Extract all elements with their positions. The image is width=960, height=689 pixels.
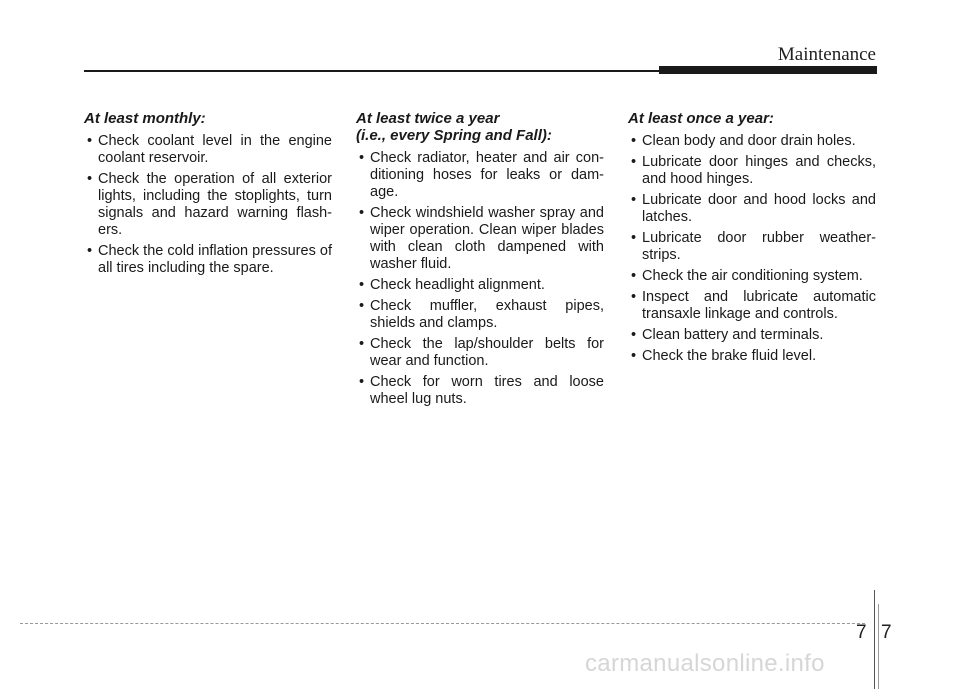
list-item: • Clean body and door drain holes.: [628, 133, 876, 150]
checklist: [356, 150, 604, 408]
list-item: • Check muffler, exhaust pipes, shields and clamps.: [356, 298, 604, 332]
list-item: • Check the cold inflation pressures of all tires including the spare.: [84, 243, 332, 277]
list-item: • Lubricate door hinges and checks, and hood hinges.: [628, 154, 876, 188]
section-heading-line: At least twice a year: [356, 110, 500, 127]
list-item: • Check headlight alignment.: [356, 277, 604, 294]
footer-rule: [20, 623, 865, 624]
list-item: • Check radiator, heater and air con-ditioning hoses for leaks or dam-age.: [356, 150, 604, 201]
header-bar: [659, 66, 877, 74]
section-heading: [628, 110, 876, 127]
footer-divider: [874, 590, 875, 689]
list-item: • Check the lap/shoulder belts for wear and function.: [356, 336, 604, 370]
watermark: carmanualsonline.info: [585, 650, 825, 677]
section-heading-line: At least once a year:: [628, 110, 774, 127]
checklist: [628, 133, 876, 365]
list-item: • Check windshield washer spray and wiper operation. Clean wiper blades with clean cloth dampened with washer fluid.: [356, 205, 604, 273]
section-heading-line: (i.e., every Spring and Fall):: [356, 127, 552, 144]
list-item: • Check the air conditioning system.: [628, 268, 876, 285]
header-title: Maintenance: [777, 44, 876, 65]
list-item: • Check for worn tires and loose wheel lug nuts.: [356, 374, 604, 408]
page-number: 7: [881, 622, 892, 643]
header-rule: [84, 70, 659, 72]
list-item: • Clean battery and terminals.: [628, 327, 876, 344]
section-monthly: [84, 110, 332, 281]
section-yearly: [628, 110, 876, 369]
section-heading-line: At least monthly:: [84, 110, 206, 127]
chapter-number: 7: [856, 622, 867, 643]
section-heading: [84, 110, 332, 127]
list-item: • Check coolant level in the engine coolant reservoir.: [84, 133, 332, 167]
section-twice-yearly: [356, 110, 604, 412]
footer-divider: [878, 604, 879, 689]
list-item: • Check the operation of all exterior lights, including the stoplights, turn signals and hazard warning flash-ers.: [84, 171, 332, 239]
list-item: • Lubricate door rubber weather-strips.: [628, 230, 876, 264]
list-item: • Check the brake fluid level.: [628, 348, 876, 365]
section-heading: [356, 110, 604, 144]
checklist: [84, 133, 332, 277]
list-item: • Lubricate door and hood locks and latches.: [628, 192, 876, 226]
list-item: • Inspect and lubricate automatic transaxle linkage and controls.: [628, 289, 876, 323]
